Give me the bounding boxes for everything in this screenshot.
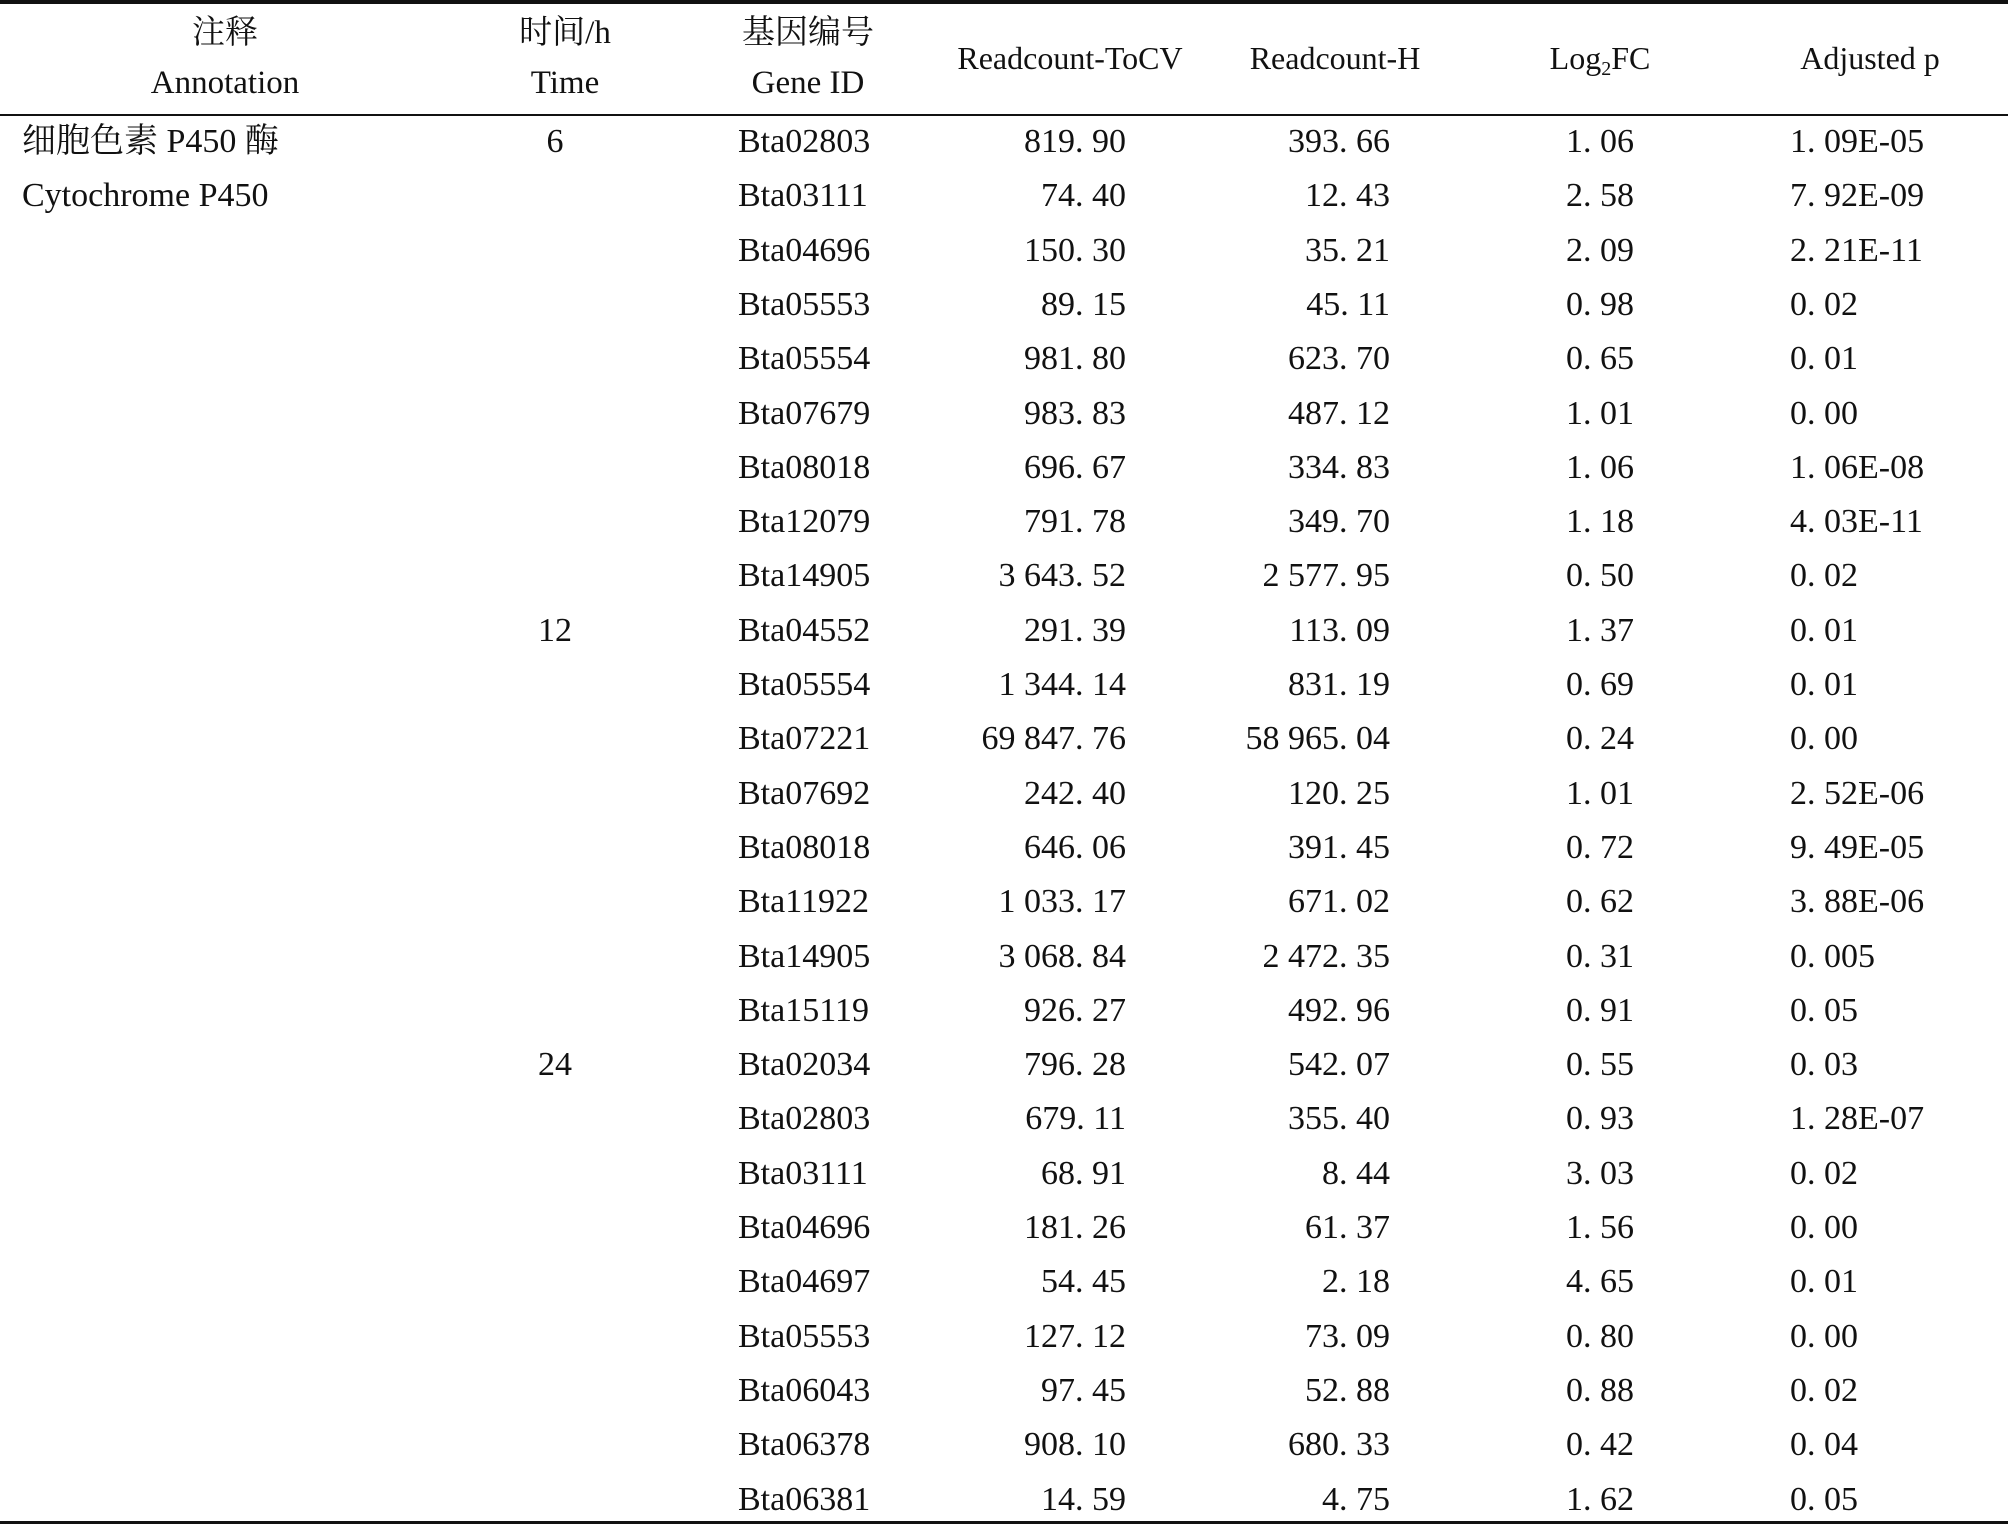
readcount-h-cell: 61. 37 (1305, 1209, 1390, 1246)
adjusted-p-cell: 1. 28E-07 (1790, 1100, 1925, 1138)
log2fc-cell: 0. 50 (1566, 557, 1634, 595)
header-gene-id (718, 8, 898, 108)
log2fc-cell: 1. 56 (1566, 1209, 1634, 1246)
readcount-tocv-cell: 926. 27 (1024, 991, 1126, 1029)
table-row (0, 549, 2008, 603)
header-log2fc-rest: FC (1611, 40, 1651, 76)
adjusted-p-cell: 0. 05 (1790, 991, 1858, 1029)
readcount-tocv-cell: 908. 10 (1024, 1426, 1126, 1464)
gene-id-cell: Bta08018 (738, 448, 871, 486)
readcount-h-cell: 35. 21 (1305, 231, 1390, 269)
readcount-tocv-cell: 127. 12 (1024, 1317, 1126, 1355)
adjusted-p-cell: 0. 05 (1790, 1480, 1858, 1518)
readcount-tocv-cell: 150. 30 (1024, 231, 1126, 269)
table-row (0, 1147, 2008, 1201)
readcount-tocv-cell: 3 643. 52 (998, 557, 1126, 595)
gene-id-cell: Bta06378 (738, 1426, 871, 1464)
readcount-h-cell: 623. 70 (1288, 340, 1390, 378)
readcount-tocv-cell: 181. 26 (1024, 1209, 1126, 1246)
log2fc-cell: 0. 42 (1566, 1426, 1634, 1464)
gene-id-cell: Bta04552 (738, 611, 871, 649)
table-row (0, 115, 2008, 169)
adjusted-p-cell: 0. 01 (1790, 340, 1858, 378)
table-row (0, 604, 2008, 658)
log2fc-cell: 1. 01 (1566, 774, 1634, 812)
readcount-h-cell: 2. 18 (1322, 1263, 1390, 1301)
table-row (0, 712, 2008, 766)
readcount-tocv-cell: 242. 40 (1024, 774, 1126, 812)
table-row (0, 1092, 2008, 1146)
table-row (0, 930, 2008, 984)
readcount-h-cell: 391. 45 (1288, 828, 1390, 866)
readcount-h-cell: 8. 44 (1322, 1154, 1390, 1192)
readcount-h-cell: 113. 09 (1289, 611, 1390, 649)
gene-id-cell: Bta03111 (738, 177, 868, 215)
header-annotation-en: Annotation (150, 65, 300, 101)
table-row (0, 224, 2008, 278)
readcount-tocv-cell: 54. 45 (1041, 1263, 1126, 1301)
gene-id-cell: Bta07221 (738, 720, 871, 758)
log2fc-cell: 1. 18 (1566, 503, 1634, 541)
table-row (0, 332, 2008, 386)
adjusted-p-cell: 9. 49E-05 (1790, 828, 1925, 866)
table-bottom-rule (0, 1521, 2008, 1524)
readcount-tocv-cell: 68. 91 (1041, 1154, 1126, 1192)
readcount-h-cell: 349. 70 (1288, 503, 1390, 541)
table-row (0, 1310, 2008, 1364)
adjusted-p-cell: 2. 52E-06 (1790, 774, 1925, 812)
log2fc-cell: 2. 09 (1566, 231, 1634, 269)
readcount-h-cell: 52. 88 (1305, 1371, 1390, 1409)
gene-id-cell: Bta03111 (738, 1154, 868, 1192)
header-readcount-h: Readcount-H (1249, 40, 1421, 76)
gene-id-cell: Bta05554 (738, 666, 871, 703)
header-log2fc-base: Log (1549, 40, 1602, 76)
table-row (0, 441, 2008, 495)
table-row (0, 875, 2008, 929)
readcount-tocv-cell: 796. 28 (1024, 1046, 1126, 1084)
readcount-h-cell: 487. 12 (1288, 394, 1390, 432)
log2fc-cell: 2. 58 (1566, 177, 1634, 215)
gene-id-cell: Bta04696 (738, 1209, 871, 1246)
readcount-h-cell: 334. 83 (1288, 448, 1390, 486)
gene-id-cell: Bta07679 (738, 394, 871, 432)
header-readcount-tocv: Readcount-ToCV (957, 40, 1183, 76)
adjusted-p-cell: 0. 01 (1790, 666, 1858, 703)
log2fc-cell: 1. 01 (1566, 394, 1634, 432)
log2fc-cell: 0. 98 (1566, 285, 1634, 323)
log2fc-cell: 1. 37 (1566, 611, 1634, 649)
table-row (0, 387, 2008, 441)
header-time-cn: 时间/h (519, 15, 611, 51)
adjusted-p-cell: 0. 01 (1790, 611, 1858, 649)
gene-id-cell: Bta04696 (738, 231, 871, 269)
table-row (0, 1201, 2008, 1255)
log2fc-cell: 0. 91 (1566, 991, 1634, 1029)
adjusted-p-cell: 0. 02 (1790, 1154, 1858, 1192)
readcount-h-cell: 4. 75 (1322, 1480, 1390, 1518)
log2fc-cell: 0. 55 (1566, 1046, 1634, 1084)
time-cell: 12 (538, 611, 572, 649)
adjusted-p-cell: 7. 92E-09 (1790, 177, 1925, 215)
log2fc-cell: 0. 24 (1566, 720, 1634, 758)
gene-id-cell: Bta02803 (738, 123, 871, 160)
header-annotation-cn: 注释 (192, 15, 258, 51)
gene-id-cell: Bta05553 (738, 285, 871, 323)
adjusted-p-cell: 0. 02 (1790, 285, 1858, 323)
table-row (0, 658, 2008, 712)
gene-id-cell: Bta11922 (738, 883, 869, 921)
readcount-h-cell: 73. 09 (1305, 1317, 1390, 1355)
adjusted-p-cell: 0. 005 (1790, 937, 1875, 975)
readcount-h-cell: 671. 02 (1288, 883, 1390, 921)
log2fc-cell: 1. 06 (1566, 448, 1634, 486)
readcount-tocv-cell: 981. 80 (1024, 340, 1126, 378)
readcount-tocv-cell: 696. 67 (1024, 448, 1126, 486)
gene-id-cell: Bta08018 (738, 828, 871, 866)
adjusted-p-cell: 3. 88E-06 (1790, 883, 1925, 921)
log2fc-cell: 1. 62 (1566, 1480, 1634, 1518)
readcount-h-cell: 2 577. 95 (1262, 557, 1390, 595)
adjusted-p-cell: 0. 00 (1790, 1209, 1858, 1246)
table-row (0, 984, 2008, 1038)
table-row (0, 169, 2008, 223)
gene-id-cell: Bta02034 (738, 1046, 871, 1084)
gene-id-cell: Bta06043 (738, 1371, 871, 1409)
log2fc-cell: 1. 06 (1566, 123, 1634, 160)
readcount-h-cell: 542. 07 (1288, 1046, 1390, 1084)
adjusted-p-cell: 0. 00 (1790, 720, 1858, 758)
header-annotation (105, 8, 345, 108)
adjusted-p-cell: 4. 03E-11 (1790, 503, 1923, 541)
gene-id-cell: Bta15119 (738, 991, 869, 1029)
table-row (0, 1418, 2008, 1472)
readcount-tocv-cell: 679. 11 (1025, 1100, 1126, 1138)
adjusted-p-cell: 0. 02 (1790, 1371, 1858, 1409)
header-log2fc (1500, 33, 1700, 94)
adjusted-p-cell: 1. 06E-08 (1790, 448, 1925, 486)
header-log2fc-sub: 2 (1601, 58, 1612, 80)
header-time (485, 8, 645, 108)
gene-id-cell: Bta07692 (738, 774, 871, 812)
readcount-h-cell: 58 965. 04 (1245, 720, 1390, 758)
readcount-tocv-cell: 3 068. 84 (998, 937, 1126, 975)
gene-id-cell: Bta05554 (738, 340, 871, 378)
log2fc-cell: 0. 69 (1566, 666, 1634, 703)
adjusted-p-cell: 0. 01 (1790, 1263, 1858, 1301)
readcount-h-cell: 355. 40 (1288, 1100, 1390, 1138)
readcount-tocv-cell: 983. 83 (1024, 394, 1126, 432)
adjusted-p-cell: 1. 09E-05 (1790, 123, 1925, 160)
readcount-tocv-cell: 291. 39 (1024, 611, 1126, 649)
adjusted-p-cell: 0. 00 (1790, 1317, 1858, 1355)
table-row (0, 278, 2008, 332)
readcount-tocv-cell: 1 344. 14 (998, 666, 1126, 703)
log2fc-cell: 0. 93 (1566, 1100, 1634, 1138)
log2fc-cell: 4. 65 (1566, 1263, 1634, 1301)
log2fc-cell: 0. 80 (1566, 1317, 1634, 1355)
log2fc-cell: 0. 31 (1566, 937, 1634, 975)
table-row (0, 1473, 2008, 1527)
adjusted-p-cell: 0. 00 (1790, 394, 1858, 432)
gene-id-cell: Bta05553 (738, 1317, 871, 1355)
gene-id-cell: Bta12079 (738, 503, 871, 541)
readcount-tocv-cell: 14. 59 (1041, 1480, 1126, 1518)
readcount-tocv-cell: 97. 45 (1041, 1371, 1126, 1409)
header-gene-cn: 基因编号 (742, 15, 874, 51)
header-adjusted-p: Adjusted p (1800, 40, 1940, 76)
readcount-tocv-cell: 74. 40 (1041, 177, 1126, 215)
readcount-h-cell: 2 472. 35 (1262, 937, 1390, 975)
adjusted-p-cell: 2. 21E-11 (1790, 231, 1923, 269)
readcount-h-cell: 492. 96 (1288, 991, 1390, 1029)
annotation-cell: Cytochrome P450 (22, 177, 269, 215)
header-time-en: Time (530, 65, 600, 101)
table-row (0, 1255, 2008, 1309)
readcount-tocv-cell: 646. 06 (1024, 828, 1126, 866)
adjusted-p-cell: 0. 04 (1790, 1426, 1858, 1464)
log2fc-cell: 3. 03 (1566, 1154, 1634, 1192)
readcount-h-cell: 831. 19 (1288, 666, 1390, 703)
gene-id-cell: Bta02803 (738, 1100, 871, 1138)
table-row (0, 767, 2008, 821)
readcount-h-cell: 120. 25 (1288, 774, 1390, 812)
annotation-cell: 细胞色素 P450 酶 (22, 123, 279, 160)
adjusted-p-cell: 0. 02 (1790, 557, 1858, 595)
table-row (0, 1364, 2008, 1418)
readcount-tocv-cell: 89. 15 (1041, 285, 1126, 323)
gene-id-cell: Bta14905 (738, 557, 871, 595)
log2fc-cell: 0. 72 (1566, 828, 1634, 866)
readcount-tocv-cell: 791. 78 (1024, 503, 1126, 541)
header-gene-en: Gene ID (751, 65, 865, 101)
readcount-h-cell: 45. 11 (1306, 285, 1390, 323)
log2fc-cell: 0. 65 (1566, 340, 1634, 378)
gene-id-cell: Bta14905 (738, 937, 871, 975)
time-cell: 24 (538, 1046, 572, 1084)
table-top-rule (0, 0, 2008, 4)
readcount-tocv-cell: 1 033. 17 (998, 883, 1126, 921)
readcount-h-cell: 12. 43 (1305, 177, 1390, 215)
readcount-tocv-cell: 819. 90 (1024, 123, 1126, 160)
gene-id-cell: Bta06381 (738, 1480, 871, 1518)
gene-id-cell: Bta04697 (738, 1263, 871, 1301)
log2fc-cell: 0. 62 (1566, 883, 1634, 921)
table-row (0, 495, 2008, 549)
table-row (0, 821, 2008, 875)
time-cell: 6 (546, 123, 564, 160)
log2fc-cell: 0. 88 (1566, 1371, 1634, 1409)
readcount-h-cell: 680. 33 (1288, 1426, 1390, 1464)
readcount-h-cell: 393. 66 (1288, 123, 1390, 160)
readcount-tocv-cell: 69 847. 76 (981, 720, 1126, 758)
table-row (0, 1038, 2008, 1092)
adjusted-p-cell: 0. 03 (1790, 1046, 1858, 1084)
